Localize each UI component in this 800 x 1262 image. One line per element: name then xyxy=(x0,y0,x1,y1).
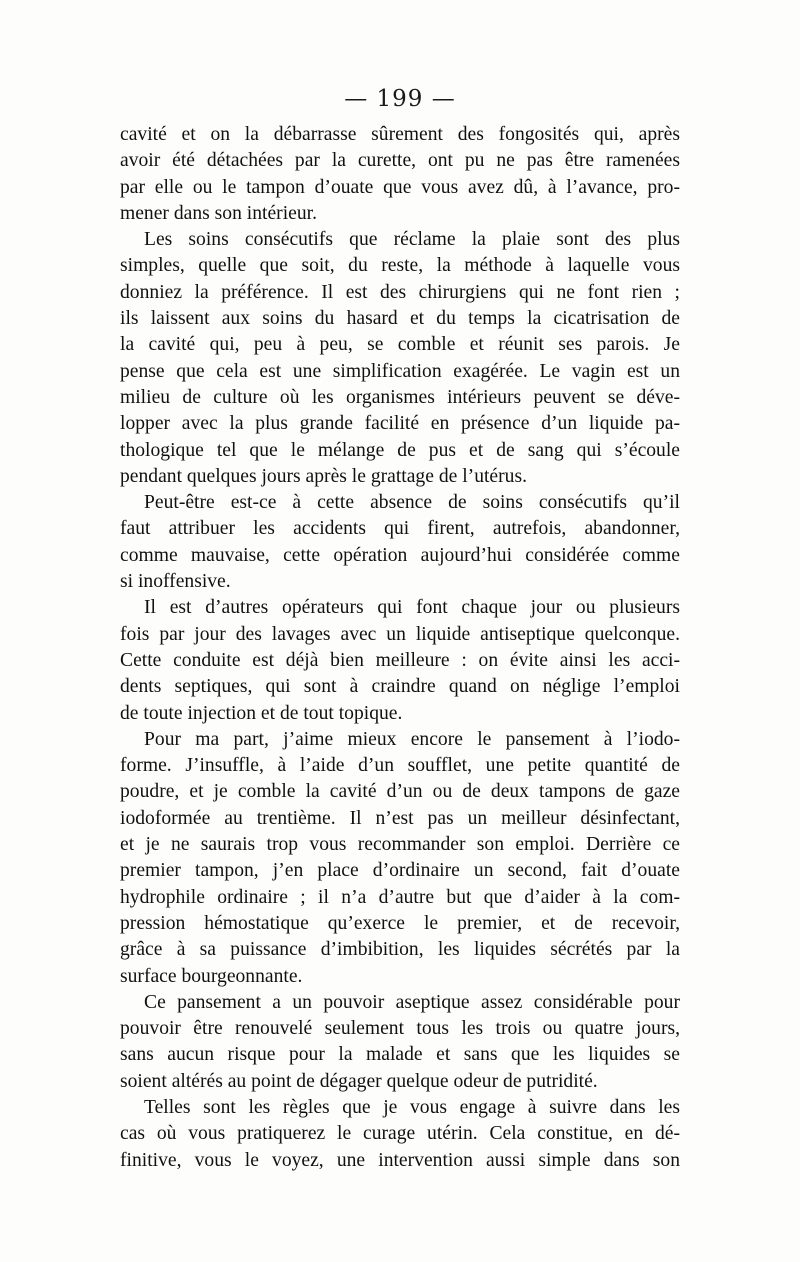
text-line: Cette conduite est déjà bien meilleure : on évite ainsi les acci- xyxy=(120,649,680,671)
text-line: lopper avec la plus grande facilité en présence d’un liquide pa- xyxy=(120,413,680,435)
text-line: simples, quelle que soit, du reste, la méthode à laquelle vous xyxy=(120,255,680,277)
text-line: pression hémostatique qu’exerce le premier, et de recevoir, xyxy=(120,912,680,934)
text-line: Pour ma part, j’aime mieux encore le pansement à l’iodo- xyxy=(144,728,680,750)
text-line: iodoformée au trentième. Il n’est pas un meilleur désinfectant, xyxy=(120,807,680,829)
text-line: hydrophile ordinaire ; il n’a d’autre but que d’aider à la com- xyxy=(120,886,680,908)
text-line: et je ne saurais trop vous recommander son emploi. Derrière ce xyxy=(120,834,680,856)
text-line: ils laissent aux soins du hasard et du temps la cicatrisation de xyxy=(120,308,680,330)
text-line: poudre, et je comble la cavité d’un ou de deux tampons de gaze xyxy=(120,781,680,803)
text-line: pouvoir être renouvelé seulement tous les trois ou quatre jours, xyxy=(120,1018,680,1040)
text-line: surface bourgeonnante. xyxy=(120,965,303,987)
text-line: si inoffensive. xyxy=(120,571,231,593)
text-line: pendant quelques jours après le grattage de l’utérus. xyxy=(120,465,527,487)
text-line: Peut-être est-ce à cette absence de soins consécutifs qu’il xyxy=(144,492,680,514)
text-line: donniez la préférence. Il est des chirurgiens qui ne font rien ; xyxy=(120,281,680,303)
text-line: par elle ou le tampon d’ouate que vous avez dû, à l’avance, pro- xyxy=(120,176,680,198)
text-line: grâce à sa puissance d’imbibition, les liquides sécrétés par la xyxy=(120,939,680,961)
text-line: Il est d’autres opérateurs qui font chaque jour ou plusieurs xyxy=(144,597,680,619)
text-line: Telles sont les règles que je vous engage à suivre dans les xyxy=(144,1096,680,1118)
body-text xyxy=(120,122,680,1174)
text-line: cas où vous pratiquerez le curage utérin. Cela constitue, en dé- xyxy=(120,1123,680,1145)
text-line: mener dans son intérieur. xyxy=(120,202,317,224)
text-line: premier tampon, j’en place d’ordinaire un second, fait d’ouate xyxy=(120,860,680,882)
text-line: Les soins consécutifs que réclame la plaie sont des plus xyxy=(144,229,680,251)
text-line: thologique tel que le mélange de pus et de sang qui s’écoule xyxy=(120,439,680,461)
text-line: dents septiques, qui sont à craindre quand on néglige l’emploi xyxy=(120,676,680,698)
text-line: faut attribuer les accidents qui firent, autrefois, abandonner, xyxy=(120,518,680,540)
text-line: de toute injection et de tout topique. xyxy=(120,702,403,724)
text-line: sans aucun risque pour la malade et sans que les liquides se xyxy=(120,1044,680,1066)
text-line: pense que cela est une simplification exagérée. Le vagin est un xyxy=(120,360,680,382)
text-line: avoir été détachées par la curette, ont pu ne pas être ramenées xyxy=(120,150,680,172)
page-number: — 199 — xyxy=(344,86,456,112)
text-line: milieu de culture où les organismes intérieurs peuvent se déve- xyxy=(120,386,680,408)
text-line: fois par jour des lavages avec un liquide antiseptique quelconque. xyxy=(120,623,680,645)
text-line: la cavité qui, peu à peu, se comble et réunit ses parois. Je xyxy=(120,334,680,356)
text-line: soient altérés au point de dégager quelque odeur de putridité. xyxy=(120,1070,598,1092)
text-line: comme mauvaise, cette opération aujourd’hui considérée comme xyxy=(120,544,680,566)
text-line: cavité et on la débarrasse sûrement des fongosités qui, après xyxy=(120,124,680,145)
text-line: finitive, vous le voyez, une intervention aussi simple dans son xyxy=(120,1149,680,1171)
text-line: forme. J’insuffle, à l’aide d’un soufflet, une petite quantité de xyxy=(120,755,680,777)
text-line: Ce pansement a un pouvoir aseptique assez considérable pour xyxy=(144,991,680,1013)
